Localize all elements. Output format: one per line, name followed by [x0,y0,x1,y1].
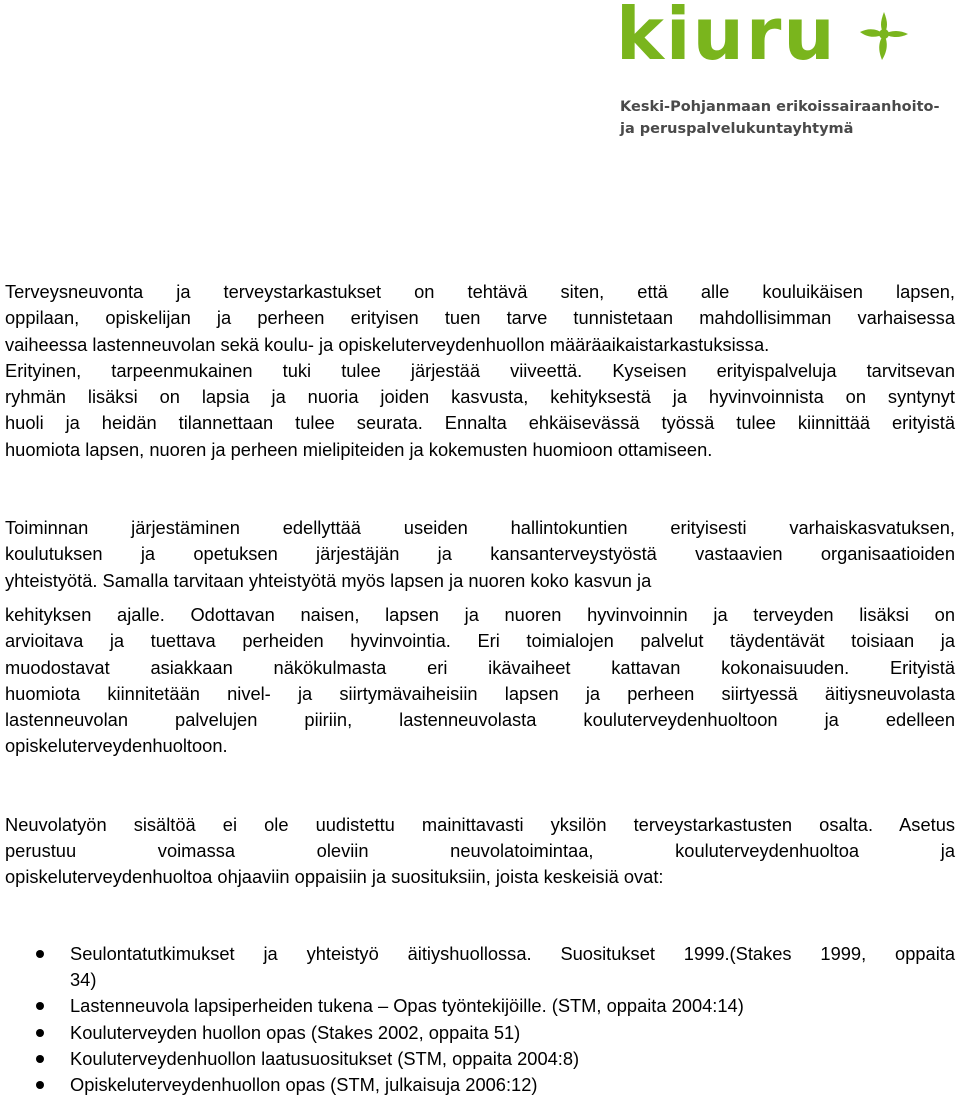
document-body [5,279,955,1098]
list-item [5,941,955,994]
list-item-text: Opiskeluterveydenhuollon opas (STM, julkaisuja 2006:12) [70,1074,538,1096]
text-line: perustuu voimassa oleviin neuvolatoimintaa, kouluterveydenhuoltoa ja [5,840,955,862]
bullet-icon [36,1002,44,1010]
reference-list [5,941,955,1098]
text-line: arvioitava ja tuettava perheiden hyvinvointia. Eri toimialojen palvelut täydentävät toisiaan ja [5,630,955,652]
logo-subtitle-line1: Keski-Pohjanmaan erikoissairaanhoito- [620,99,940,115]
list-item [5,1046,955,1072]
paragraph-cooperation [5,515,955,594]
paragraph-screening [5,279,955,463]
list-item [5,993,955,1019]
text-line: huoli ja heidän tilannettaan tulee seurata. Ennalta ehkäisevässä työssä tulee kiinnittää erityistä [5,412,955,434]
bullet-icon [36,1055,44,1063]
text-line: opiskeluterveydenhuoltoa ohjaaviin oppaisiin ja suosituksiin, joista keskeisiä ovat: [5,866,664,888]
text-line: vaiheessa lastenneuvolan sekä koulu- ja opiskeluterveydenhuollon määräaikaistarkastuksissa. [5,333,770,355]
text-line: opiskeluterveydenhuoltoon. [5,735,228,757]
logo-wordmark: kiuru [616,0,837,76]
paragraph-development [5,602,955,760]
list-item [5,1020,955,1046]
star-flower-icon [858,10,910,62]
list-item [5,1072,955,1098]
list-item-text: Seulontatutkimukset ja yhteistyö äitiyshuollossa. Suositukset 1999.(Stakes 1999, oppaita [70,942,955,964]
list-item-text: Kouluterveyden huollon opas (Stakes 2002, oppaita 51) [70,1021,521,1043]
text-line: muodostavat asiakkaan näkökulmasta eri ikävaiheet kattavan kokonaisuuden. Erityistä [5,656,955,678]
list-item-text: Kouluterveydenhuollon laatusuositukset (STM, oppaita 2004:8) [70,1047,580,1069]
bullet-icon [36,1029,44,1037]
text-line: ryhmän lisäksi on lapsia ja nuoria joiden kasvusta, kehityksestä ja hyvinvoinnista on syntynyt [5,386,955,408]
text-line: Neuvolatyön sisältöä ei ole uudistettu mainittavasti yksilön terveystarkastusten osalta. Asetus [5,813,955,835]
text-line: koulutuksen ja opetuksen järjestäjän ja kansanterveystyöstä vastaavien organisaatioiden [5,543,955,565]
text-line: Erityinen, tarpeenmukainen tuki tulee järjestää viiveettä. Kyseisen erityispalveluja tarvitsevan [5,359,955,381]
text-line: huomiota kiinnitetään nivel- ja siirtymävaiheisiin lapsen ja perheen siirtyessä äitiysneuvolasta [5,682,955,704]
list-item-text: Lastenneuvola lapsiperheiden tukena – Opas työntekijöille. (STM, oppaita 2004:14) [70,995,744,1017]
text-line: kehityksen ajalle. Odottavan naisen, lapsen ja nuoren hyvinvoinnin ja terveyden lisäksi on [5,603,955,625]
bullet-icon [36,1081,44,1089]
text-line: yhteistyötä. Samalla tarvitaan yhteistyötä myös lapsen ja nuoren koko kasvun ja [5,569,652,591]
text-line: Terveysneuvonta ja terveystarkastukset on tehtävä siten, että alle kouluikäisen lapsen, [5,281,955,302]
bullet-icon [36,950,44,958]
text-line: huomiota lapsen, nuoren ja perheen mielipiteiden ja kokemusten huomioon ottamiseen. [5,438,713,460]
paragraph-clinic-work [5,812,955,891]
text-line: lastenneuvolan palvelujen piiriin, lastenneuvolasta kouluterveydenhuoltoon ja edelleen [5,709,955,731]
text-line: Toiminnan järjestäminen edellyttää useiden hallintokuntien erityisesti varhaiskasvatuksen, [5,517,955,539]
list-item-text: 34) [70,968,97,990]
kiuru-logo [612,0,940,144]
text-line: oppilaan, opiskelijan ja perheen erityisen tuen tarve tunnistetaan mahdollisimman varhaisessa [5,307,955,329]
logo-subtitle-line2: ja peruspalvelukuntayhtymä [620,121,854,137]
